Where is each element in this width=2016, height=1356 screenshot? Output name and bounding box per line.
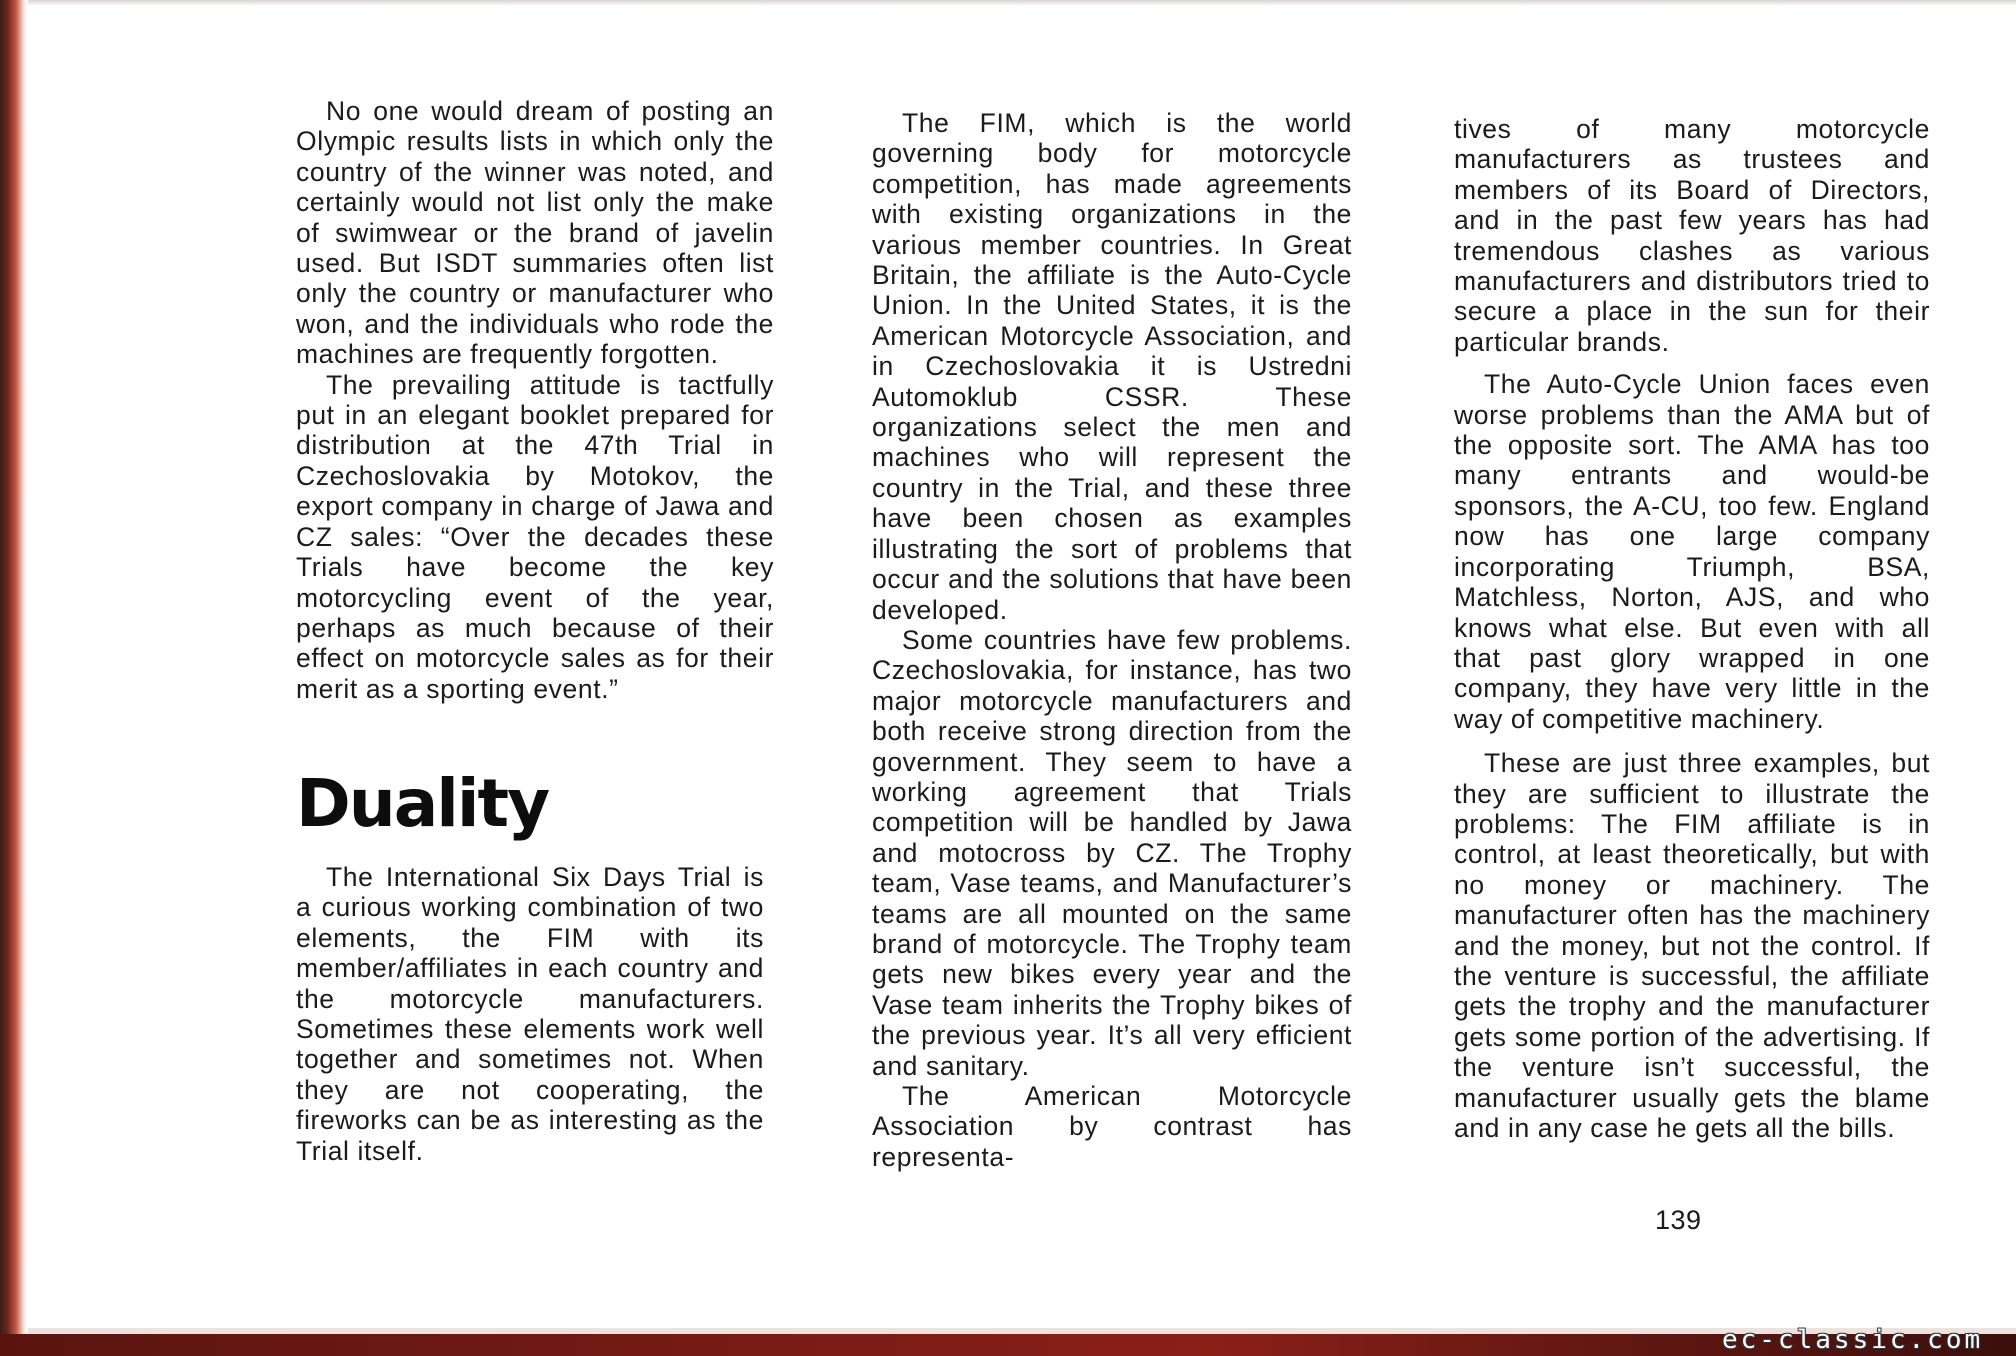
paragraph: The prevailing attitude is tactfully put in an elegant booklet prepared for distribution at the 47th Trial in Czechoslovakia by Motokov, the export company in charge of Jawa and CZ sales: “Over the decades these Trials have become the key motorcycling event of the year, perhaps as much because of their effect on motorcycle sales as for their merit as a sporting event.” — [296, 369, 774, 704]
scan-edge-bottom — [0, 1334, 2016, 1356]
paragraph: The FIM, which is the world governing body for motorcycle competition, has made agreements with existing organizations in the various member countries. In Great Britain, the affiliate is the Auto-Cycle Union. In the United States, it is the American Motorcycle Association, and in Czechoslovakia it is Ustredni Automoklub CSSR. These organizations select the men and machines who will represent the country in the Trial, and these three have been chosen as examples illustrating the sort of problems that occur and the solutions that have been developed. — [872, 108, 1352, 625]
text-column-1 — [296, 96, 774, 704]
text-column-3 — [1454, 114, 1930, 1143]
page-number: 139 — [1655, 1205, 1702, 1235]
section-heading: Duality — [296, 765, 549, 842]
paragraph: tives of many motorcycle manufacturers as trustees and members of its Board of Directors, and in the past few years has had tremendous clashes as various manufacturers and distributors tried to secure a place in the sun for their particular brands. — [1454, 114, 1930, 357]
paragraph: The International Six Days Trial is a curious working combination of two elements, the FIM with its member/affiliates in each country and the motorcycle manufacturers. Sometimes these elements work well together and sometimes not. When they are not cooperating, the fireworks can be as interesting as the Trial itself. — [296, 862, 764, 1166]
paragraph: These are just three examples, but they are sufficient to illustrate the problems: The FIM affiliate is in control, at least theoretically, but with no money or machinery. The manufacturer often has the machinery and the money, but not the control. If the venture is successful, the affiliate gets the trophy and the manufacturer gets some portion of the advertising. If the venture isn’t successful, the manufacturer usually gets the blame and in any case he gets all the bills. — [1454, 748, 1930, 1143]
text-column-2 — [872, 108, 1352, 1172]
paragraph: No one would dream of posting an Olympic results lists in which only the country of the winner was noted, and certainly would not list only the make of swimwear or the brand of javelin used. But ISDT summaries often list only the country or manufacturer who won, and the individuals who rode the machines are frequently forgotten. — [296, 96, 774, 370]
paragraph: The Auto-Cycle Union faces even worse problems than the AMA but of the opposite sort. The AMA has too many entrants and would-be sponsors, the A-CU, too few. England now has one large company incorporating Triumph, BSA, Matchless, Norton, AJS, and who knows what else. But even with all that past glory wrapped in one company, they have very little in the way of competitive machinery. — [1454, 369, 1930, 734]
scan-edge-left — [0, 0, 28, 1356]
watermark-text: ec-classic.com — [1722, 1325, 1984, 1355]
scan-edge-top — [0, 0, 2016, 6]
paragraph: Some countries have few problems. Czechoslovakia, for instance, has two major motorcycle manufacturers and both receive strong direction from the government. They seem to have a working agreement that Trials competition will be handled by Jawa and motocross by CZ. The Trophy team, Vase teams, and Manufacturer’s teams are all mounted on the same brand of motorcycle. The Trophy team gets new bikes every year and the Vase team inherits the Trophy bikes of the previous year. It’s all very efficient and sanitary. — [872, 624, 1352, 1081]
paragraph: The American Motorcycle Association by contrast has representa- — [872, 1081, 1352, 1172]
text-column-1-continued — [296, 862, 764, 1166]
